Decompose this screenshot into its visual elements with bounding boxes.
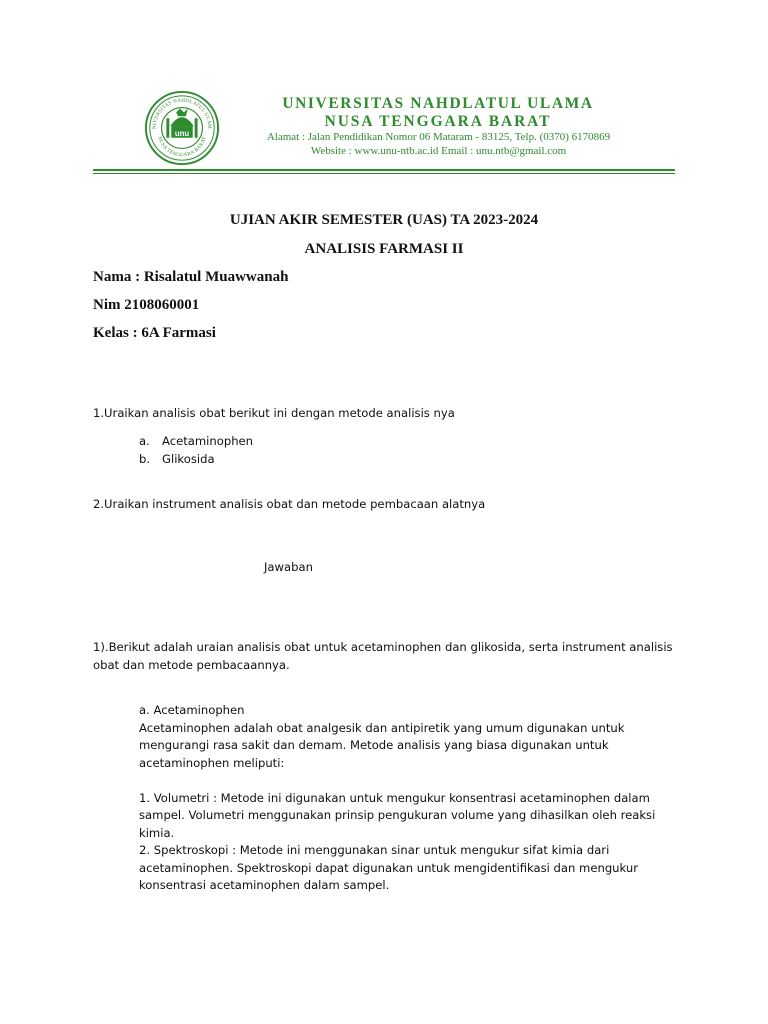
university-contact <box>246 130 631 158</box>
section-a-paragraph-line: mengurangi rasa sakit dan demam. Metode analisis yang biasa digunakan untuk <box>139 738 609 752</box>
student-nim: Nim 2108060001 <box>93 297 200 313</box>
method-volumetri-line: sampel. Volumetri menggunakan prinsip pengukuran volume yang dihasilkan oleh reaksi <box>139 808 656 822</box>
university-name-line1: UNIVERSITAS NAHDLATUL ULAMA <box>282 95 594 112</box>
question-1-item-b <box>139 451 150 469</box>
letterhead-divider-thin <box>93 173 675 174</box>
exam-subject: ANALISIS FARMASI II <box>304 241 464 257</box>
university-logo-icon <box>143 89 221 167</box>
list-marker: a. <box>139 434 150 448</box>
logo-ring-top-text: NIVERSITAS NAHDLATUL ULAM <box>151 97 213 130</box>
exam-title: UJIAN AKIR SEMESTER (UAS) TA 2023-2024 <box>229 212 539 228</box>
method-spektroskopi-line: konsentrasi acetaminophen dalam sampel. <box>139 878 390 892</box>
question-1-item-a-text: Acetaminophen <box>162 434 254 448</box>
letterhead-divider-thick <box>93 169 675 171</box>
letterhead <box>93 86 675 170</box>
university-name-line2: NUSA TENGGARA BARAT <box>324 113 552 130</box>
method-volumetri-line: kimia. <box>139 825 175 840</box>
list-marker: b. <box>139 452 151 466</box>
logo-ring-bottom-text: NUSA TENGGARA BARAT <box>156 135 208 159</box>
answer-intro-line: 1).Berikut adalah uraian analisis obat untuk acetaminophen dan glikosida, serta instrument analisis <box>93 640 673 654</box>
section-a-paragraph-line: Acetaminophen adalah obat analgesik dan antipiretik yang umum digunakan untuk <box>139 720 625 735</box>
question-1-item-b-text: Glikosida <box>162 452 215 466</box>
answer-intro <box>93 639 693 674</box>
student-name: Nama : Risalatul Muawwanah <box>93 269 289 285</box>
answer-intro-line: obat dan metode pembacaannya. <box>93 657 290 672</box>
blank-line <box>139 772 699 790</box>
answer-section-a <box>139 702 699 895</box>
logo-mark-text: unu <box>174 128 190 138</box>
university-address: Alamat : Jalan Pendidikan Nomor 06 Mataram - 83125, Telp. (0370) 6170869 <box>266 131 611 143</box>
question-1: 1.Uraikan analisis obat berikut ini dengan metode analisis nya <box>93 406 455 420</box>
method-volumetri-line: 1. Volumetri : Metode ini digunakan untuk mengukur konsentrasi acetaminophen dalam <box>139 790 650 805</box>
section-a-title: a. Acetaminophen <box>139 703 245 717</box>
question-1-item-a <box>139 433 150 451</box>
university-website: Website : www.unu-ntb.ac.id Email : unu.ntb@gmail.com <box>310 145 567 157</box>
section-a-paragraph-line: acetaminophen meliputi: <box>139 755 285 770</box>
method-spektroskopi-line: acetaminophen. Spektroskopi dapat digunakan untuk mengidentifikasi dan mengukur <box>139 860 639 875</box>
student-class: Kelas : 6A Farmasi <box>93 325 216 341</box>
university-name <box>273 95 603 131</box>
answer-heading: Jawaban <box>264 560 313 574</box>
method-spektroskopi-line: 2. Spektroskopi : Metode ini menggunakan sinar untuk mengukur sifat kimia dari <box>139 843 610 857</box>
question-2: 2.Uraikan instrument analisis obat dan metode pembacaan alatnya <box>93 497 486 511</box>
